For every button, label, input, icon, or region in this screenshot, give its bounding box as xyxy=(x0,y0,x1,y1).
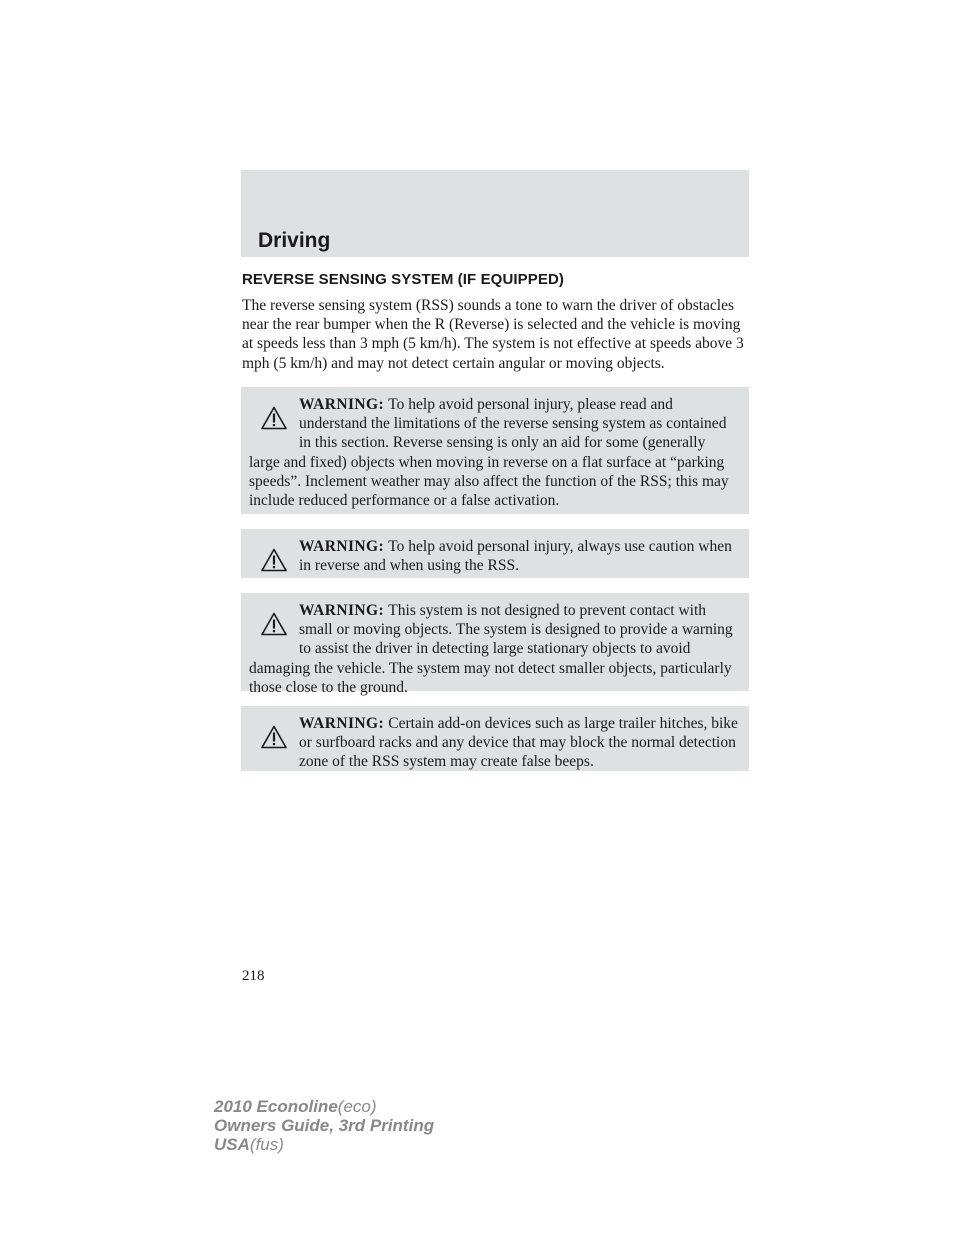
warning-triangle-icon xyxy=(249,601,299,643)
footer-model-code: (eco) xyxy=(337,1097,377,1116)
warning-label: WARNING: xyxy=(299,396,389,413)
document-footer xyxy=(214,1097,434,1154)
warning-text: To help avoid personal injury, please read and understand the limitations of the reverse sensing system as contained in this section. Reverse sensing is only an aid for some (generally large and fixed) objects when moving in reverse on a flat surface at “parking speeds”. Inclement weather may also affect the function of the RSS; this may include reduced performance or a false activation. xyxy=(249,396,729,510)
warning-box xyxy=(241,387,749,514)
footer-guide: Owners Guide, 3rd Printing xyxy=(214,1116,435,1135)
warning-triangle-icon xyxy=(249,537,299,579)
footer-line-3 xyxy=(214,1135,434,1154)
footer-line-2 xyxy=(214,1116,434,1135)
warning-text: To help avoid personal injury, always use caution when in reverse and when using the RSS. xyxy=(299,538,732,575)
section-header-band xyxy=(241,170,749,257)
footer-market-code: (fus) xyxy=(249,1135,284,1154)
warning-label: WARNING: xyxy=(299,715,389,732)
warning-box xyxy=(241,706,749,771)
warning-label: WARNING: xyxy=(299,602,389,619)
section-heading: REVERSE SENSING SYSTEM (IF EQUIPPED) xyxy=(242,271,564,288)
warning-label: WARNING: xyxy=(299,538,389,555)
page-number: 218 xyxy=(242,968,265,984)
footer-market: USA xyxy=(214,1135,250,1154)
warning-text: Certain add-on devices such as large trailer hitches, bike or surfboard racks and any device that may block the normal detection zone of the RSS system may create false beeps. xyxy=(299,715,738,771)
section-title: Driving xyxy=(258,229,331,252)
warning-box xyxy=(241,593,749,696)
footer-line-1 xyxy=(214,1097,434,1116)
warning-text: This system is not designed to prevent contact with small or moving objects. The system is designed to provide a warning to assist the driver in detecting large stationary objects to avoid damaging the vehicle. The system may not detect smaller objects, particularly those close to the ground. xyxy=(249,602,733,696)
warning-box xyxy=(241,529,749,578)
warning-triangle-icon xyxy=(249,395,299,437)
intro-paragraph: The reverse sensing system (RSS) sounds a tone to warn the driver of obstacles near the rear bumper when the R (Reverse) is selected and the vehicle is moving at speeds less than 3 mph (5 km/h). The system is not effective at speeds above 3 mph (5 km/h) and may not detect certain angular or moving objects. xyxy=(242,297,744,372)
warning-triangle-icon xyxy=(249,714,299,756)
footer-model: 2010 Econoline xyxy=(214,1097,338,1116)
